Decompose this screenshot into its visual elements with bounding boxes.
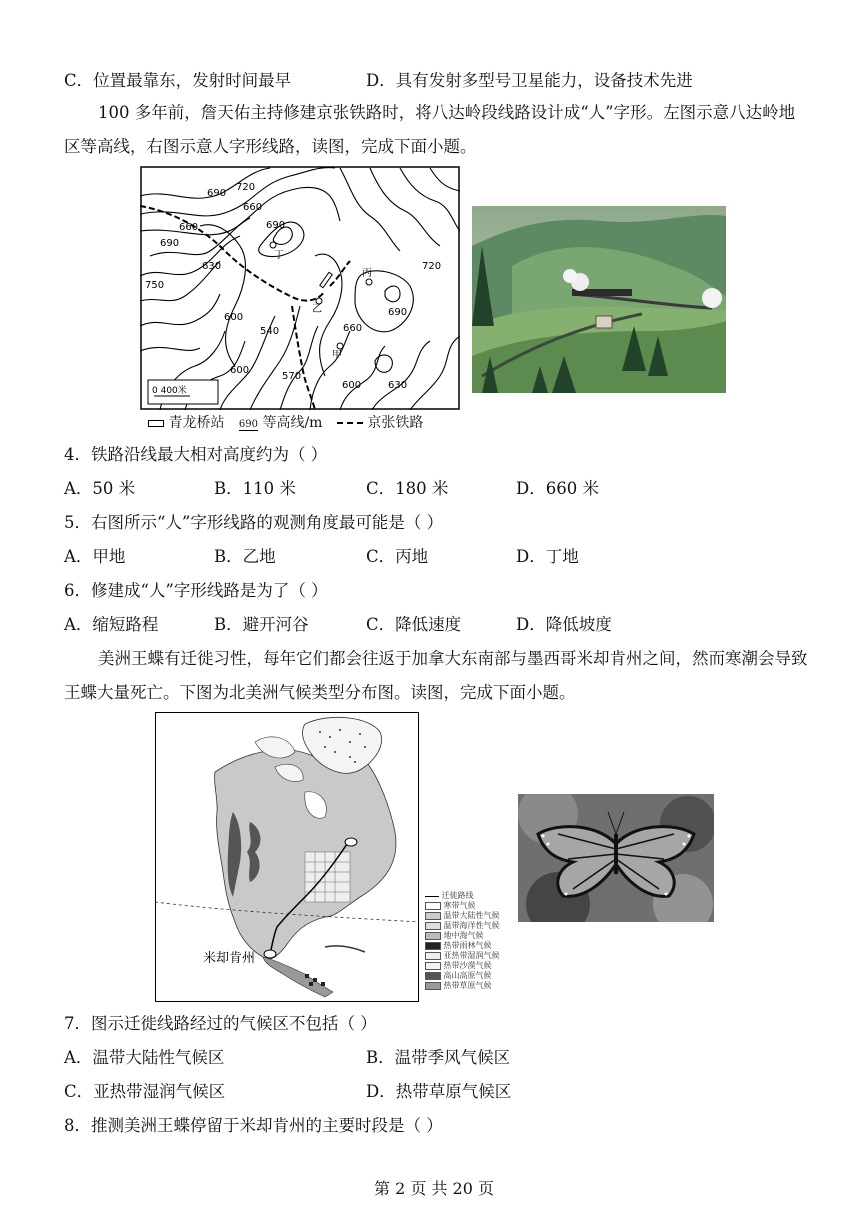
q6-option-b[interactable]: B．避开河谷	[214, 615, 309, 634]
svg-text:690: 690	[388, 307, 408, 318]
question-7: 7．图示迁徙线路经过的气候区不包括（ ）	[64, 1014, 377, 1033]
q6-option-a[interactable]: A．缩短路程	[64, 615, 159, 634]
q5-option-d[interactable]: D．丁地	[516, 547, 579, 566]
passage-badaling: 100 多年前，詹天佑主持修建京张铁路时，将八达岭段线路设计成“人”字形。左图示意八达岭地区等高线，右图示意人字形线路，读图，完成下面小题。	[64, 103, 796, 156]
svg-text:570: 570	[282, 371, 302, 382]
svg-text:690: 690	[266, 220, 286, 231]
svg-text:750: 750	[145, 280, 165, 291]
q6-option-c[interactable]: C．降低速度	[366, 615, 462, 634]
svg-text:540: 540	[260, 326, 280, 337]
q6-option-d[interactable]: D．降低坡度	[516, 615, 612, 634]
michoacan-label: 米却肯州	[203, 951, 256, 966]
monarch-butterfly-photo	[518, 794, 714, 926]
option-c-prev: C．位置最靠东，发射时间最早	[64, 71, 292, 90]
svg-text:630: 630	[388, 380, 408, 391]
svg-text:600: 600	[224, 312, 244, 323]
question-6: 6．修建成“人”字形线路是为了（ ）	[64, 581, 328, 600]
q7-option-a[interactable]: A．温带大陆性气候区	[64, 1048, 225, 1067]
contour-legend: 青龙桥站 690 等高线/m 京张铁路	[148, 412, 423, 432]
q7-option-d[interactable]: D．热带草原气候区	[366, 1082, 512, 1101]
climate-legend: 迁徙路线 寒带气候 温带大陆性气候 温带海洋性气候 地中海气候 热带雨林气候 亚热带湿润气候 热带沙漠气候 高山高原气候 热带草原气候	[425, 890, 505, 1000]
question-8: 8．推测美洲王蝶停留于米却肯州的主要时段是（ ）	[64, 1116, 443, 1135]
svg-text:乙: 乙	[312, 304, 322, 315]
svg-text:630: 630	[202, 261, 222, 272]
svg-text:690: 690	[160, 238, 180, 249]
q5-option-a[interactable]: A．甲地	[64, 547, 126, 566]
railway-painting-svg	[472, 206, 726, 393]
question-4: 4．铁路沿线最大相对高度约为（ ）	[64, 445, 328, 464]
svg-text:660: 660	[243, 202, 263, 213]
svg-text:600: 600	[230, 365, 250, 376]
railway-painting	[472, 206, 726, 397]
svg-text:丁: 丁	[274, 250, 284, 261]
butterfly-svg	[518, 794, 714, 922]
page-number: 第 2 页 共 20 页	[374, 1179, 494, 1198]
option-d-prev: D．具有发射多型号卫星能力，设备技术先进	[366, 71, 693, 90]
svg-text:690: 690	[207, 188, 227, 199]
q4-option-c[interactable]: C．180 米	[366, 479, 449, 498]
svg-text:丙: 丙	[362, 268, 372, 279]
railway-icon	[337, 422, 363, 424]
question-5: 5．右图所示“人”字形线路的观测角度最可能是（ ）	[64, 513, 444, 532]
q7-option-c[interactable]: C．亚热带湿润气候区	[64, 1082, 226, 1101]
svg-text:600: 600	[342, 380, 362, 391]
contour-map	[140, 166, 460, 414]
contour-map-svg	[140, 166, 460, 410]
q5-option-b[interactable]: B．乙地	[214, 547, 276, 566]
q7-option-b[interactable]: B．温带季风气候区	[366, 1048, 511, 1067]
svg-text:660: 660	[343, 323, 363, 334]
climate-map	[155, 712, 419, 1006]
q4-option-b[interactable]: B．110 米	[214, 479, 296, 498]
q4-option-d[interactable]: D．660 米	[516, 479, 599, 498]
q4-option-a[interactable]: A．50 米	[64, 479, 136, 498]
svg-text:甲: 甲	[332, 350, 342, 361]
svg-text:720: 720	[422, 261, 442, 272]
scale-label: 0 400米	[152, 386, 187, 396]
station-icon	[148, 420, 164, 427]
climate-map-svg	[155, 712, 419, 1002]
q5-option-c[interactable]: C．丙地	[366, 547, 429, 566]
svg-text:720: 720	[236, 182, 256, 193]
passage-monarch: 美洲王蝶有迁徙习性，每年它们都会往返于加拿大东南部与墨西哥米却肯州之间，然而寒潮会导致王蝶大量死亡。下图为北美洲气候类型分布图。读图，完成下面小题。	[64, 649, 808, 702]
svg-text:660: 660	[179, 222, 199, 233]
